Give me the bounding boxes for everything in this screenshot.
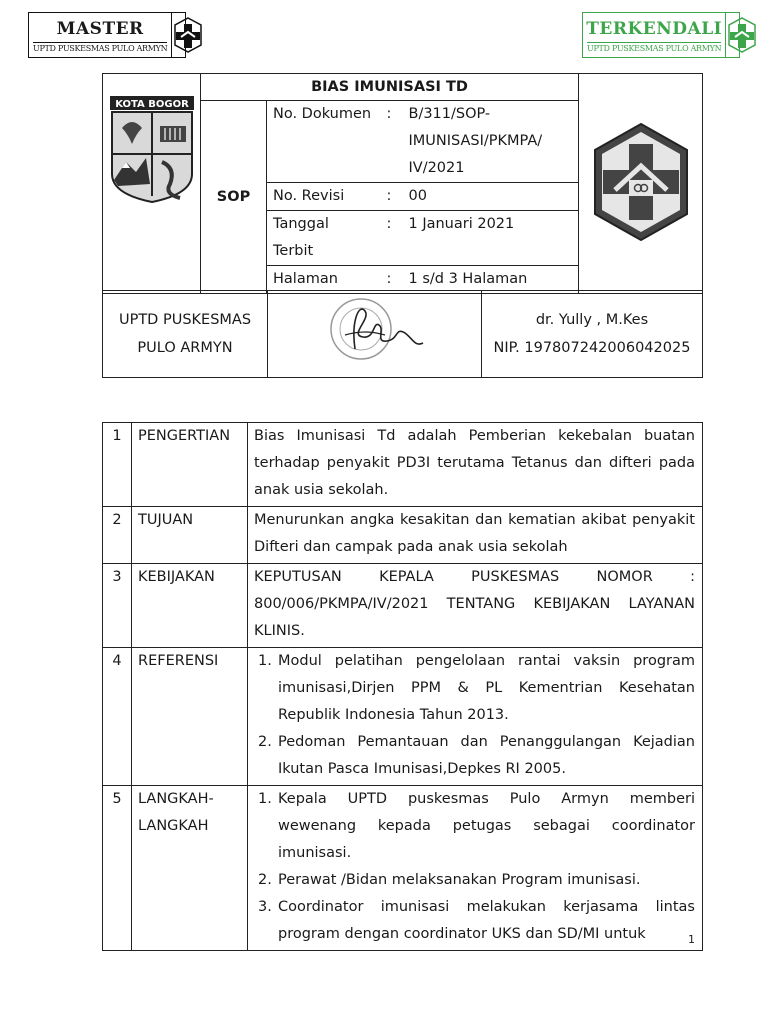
meta-colon: : (387, 101, 405, 183)
table-row (103, 786, 703, 951)
master-stamp (28, 12, 186, 58)
row-number: 2 (103, 507, 132, 564)
row-heading: TUJUAN (132, 507, 248, 564)
health-cross-icon (725, 13, 758, 57)
row-text: Bias Imunisasi Td adalah Pemberian kekebalan buatan terhadap penyakit PD3I terutama Tetanus dan difteri pada anak usia sekolah. (248, 423, 703, 507)
meta-label-line: Tanggal (273, 216, 329, 232)
list-item (254, 729, 695, 783)
meta-value-issue-date: 1 Januari 2021 (405, 211, 579, 266)
organization-line: UPTD PUSKESMAS (118, 312, 252, 328)
official-stamp-signature-icon (315, 291, 435, 367)
clinic-logo-cell (579, 74, 703, 294)
list-item-text: Pedoman Pemantauan dan Penanggulangan Kejadian Ikutan Pasca Imunisasi,Depkes RI 2005. (278, 734, 695, 777)
sop-label: SOP (201, 101, 267, 294)
meta-value-pages: 1 s/d 3 Halaman (405, 266, 579, 294)
table-row (103, 507, 703, 564)
terkendali-stamp-subtitle: UPTD PUSKESMAS PULO ARMYN (587, 43, 722, 53)
row-heading: KEBIJAKAN (132, 564, 248, 648)
meta-label-issue-date (267, 211, 387, 266)
meta-colon: : (387, 211, 405, 266)
row-heading (132, 786, 248, 951)
table-row (103, 423, 703, 507)
list-item-number: 3. (258, 899, 272, 915)
row-text: Menurunkan angka kesakitan dan kematian akibat penyakit Difteri dan campak pada anak usia sekolah (248, 507, 703, 564)
meta-value-line: B/311/SOP- (408, 106, 491, 122)
terkendali-stamp-title: TERKENDALI (586, 18, 723, 39)
signer-cell (482, 291, 703, 378)
organization-line: PULO ARMYN (137, 340, 233, 356)
row-number: 5 (103, 786, 132, 951)
row-number: 3 (103, 564, 132, 648)
list-item-number: 1. (258, 653, 272, 669)
puskesmas-logo-icon (589, 120, 693, 244)
list-item-text: Modul pelatihan pengelolaan rantai vaksin program imunisasi,Dirjen PPM & PL Kementrian Kesehatan Republik Indonesia Tahun 2013. (278, 653, 695, 723)
list-item-number: 2. (258, 734, 272, 750)
list-item-text: Coordinator imunisasi melakukan kerjasama lintas program dengan coordinator UKS dan SD/MI untuk (278, 899, 695, 942)
organization-cell (103, 291, 268, 378)
signature-table (102, 290, 703, 378)
meta-label-pages: Halaman (267, 266, 387, 294)
page-number: 1 (688, 933, 695, 946)
signature-cell (268, 291, 482, 378)
meta-colon: : (387, 266, 405, 294)
meta-value-document-number (405, 101, 579, 183)
list-item-number: 2. (258, 872, 272, 888)
city-logo-cell (103, 74, 201, 294)
row-text: KEPUTUSAN KEPALA PUSKESMAS NOMOR : 800/006/PKMPA/IV/2021 TENTANG KEBIJAKAN LAYANAN KLINIS. (248, 564, 703, 648)
meta-label-revision: No. Revisi (267, 183, 387, 211)
row-heading-line: LANGKAH (138, 818, 209, 834)
row-heading-line: LANGKAH- (138, 791, 214, 807)
signer-nip: NIP. 197807242006042025 (493, 340, 691, 356)
row-number: 1 (103, 423, 132, 507)
meta-label-line: Terbit (273, 243, 314, 259)
master-stamp-subtitle: UPTD PUSKESMAS PULO ARMYN (33, 43, 168, 53)
row-list (248, 786, 703, 951)
list-item (254, 786, 695, 867)
document-title: BIAS IMUNISASI TD (201, 74, 579, 101)
row-heading: PENGERTIAN (132, 423, 248, 507)
health-cross-icon (171, 13, 204, 57)
sop-header-table (102, 73, 703, 294)
row-list (248, 648, 703, 786)
meta-label-document-number: No. Dokumen (267, 101, 387, 183)
signer-name: dr. Yully , M.Kes (535, 312, 649, 328)
meta-colon: : (387, 183, 405, 211)
list-item-number: 1. (258, 791, 272, 807)
list-item (254, 867, 695, 894)
meta-value-line: IV/2021 (408, 160, 465, 176)
svg-text:KOTA BOGOR: KOTA BOGOR (114, 99, 189, 110)
table-row (103, 648, 703, 786)
city-emblem-icon (110, 96, 194, 204)
row-heading: REFERENSI (132, 648, 248, 786)
master-stamp-title: MASTER (56, 18, 144, 39)
list-item (254, 648, 695, 729)
list-item (254, 894, 695, 948)
table-row (103, 564, 703, 648)
list-item-text: Kepala UPTD puskesmas Pulo Armyn memberi wewenang kepada petugas sebagai coordinator imunisasi. (278, 791, 695, 861)
meta-value-revision: 00 (405, 183, 579, 211)
sop-content-table (102, 422, 703, 951)
meta-value-line: IMUNISASI/PKMPA/ (408, 133, 543, 149)
list-item-text: Perawat /Bidan melaksanakan Program imunisasi. (278, 872, 641, 888)
terkendali-stamp (582, 12, 740, 58)
row-number: 4 (103, 648, 132, 786)
